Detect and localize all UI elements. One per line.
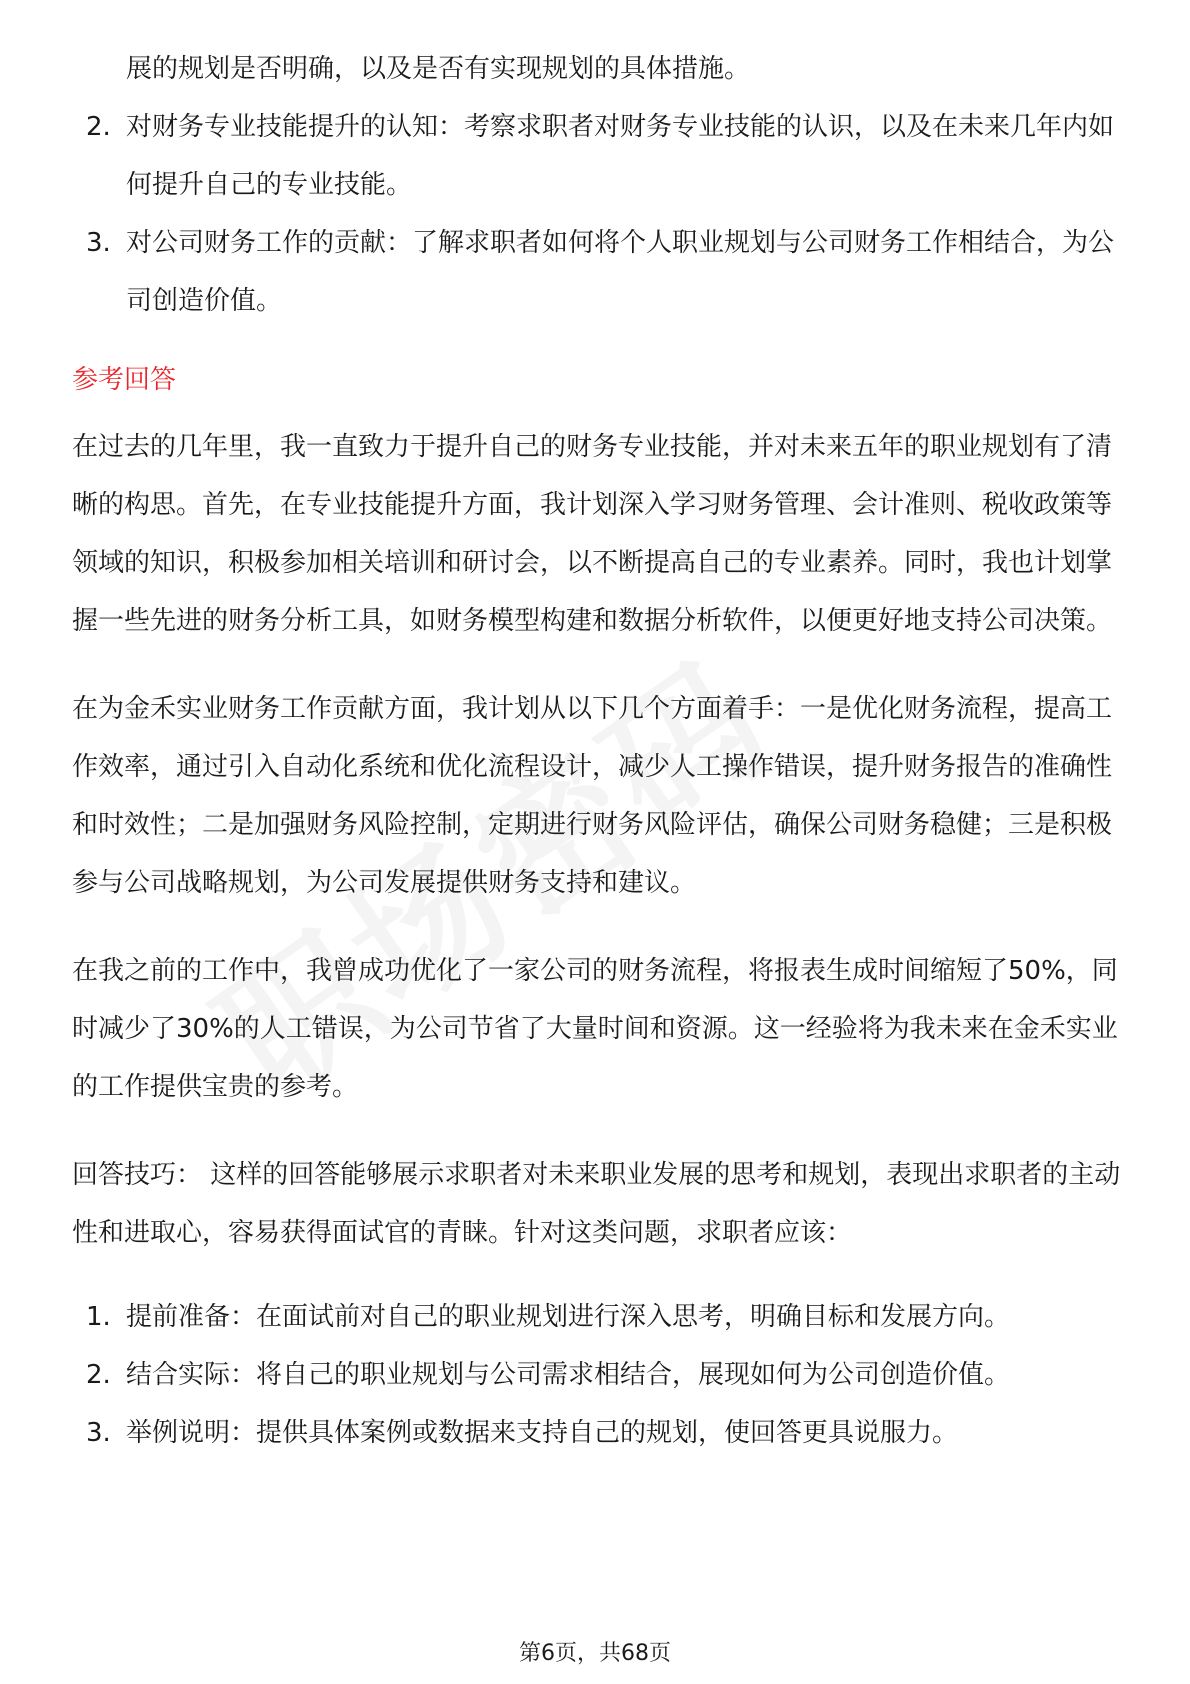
paragraph: 回答技巧： 这样的回答能够展示求职者对未来职业发展的思考和规划，表现出求职者的主动性和进取心，容易获得面试官的青睐。针对这类问题，求职者应该：	[72, 1160, 1121, 1248]
list-text: 举例说明：提供具体案例或数据来支持自己的规划，使回答更具说服力。	[126, 1418, 959, 1448]
list-item	[72, 40, 1122, 98]
section-heading: 参考回答	[72, 365, 177, 395]
list-text: 对公司财务工作的贡献：了解求职者如何将个人职业规划与公司财务工作相结合，为公司创造价值。	[126, 228, 1115, 316]
list-number: 3.	[86, 1418, 111, 1448]
page-footer: 第6页，共68页	[519, 1641, 671, 1666]
list-number	[72, 40, 126, 98]
paragraph: 在为金禾实业财务工作贡献方面，我计划从以下几个方面着手：一是优化财务流程，提高工作效率，通过引入自动化系统和优化流程设计，减少人工操作错误，提升财务报告的准确性和时效性；二是加强财务风险控制，定期进行财务风险评估，确保公司财务稳健；三是积极参与公司战略规划，为公司发展提供财务支持和建议。	[72, 694, 1113, 898]
bottom-list	[72, 1288, 1122, 1462]
top-list	[72, 40, 1122, 330]
list-text: 结合实际：将自己的职业规划与公司需求相结合，展现如何为公司创造价值。	[126, 1360, 1011, 1390]
list-item	[72, 214, 1122, 330]
list-text: 对财务专业技能提升的认知：考察求职者对财务专业技能的认识，以及在未来几年内如何提升自己的专业技能。	[126, 112, 1115, 200]
paragraph: 在我之前的工作中，我曾成功优化了一家公司的财务流程，将报表生成时间缩短了50%，同时减少了30%的人工错误，为公司节省了大量时间和资源。这一经验将为我未来在金禾实业的工作提供宝贵的参考。	[72, 956, 1118, 1102]
paragraph: 在过去的几年里，我一直致力于提升自己的财务专业技能，并对未来五年的职业规划有了清晰的构思。首先，在专业技能提升方面，我计划深入学习财务管理、会计准则、税收政策等领域的知识，积极参加相关培训和研讨会，以不断提高自己的专业素养。同时，我也计划掌握一些先进的财务分析工具，如财务模型构建和数据分析软件，以便更好地支持公司决策。	[72, 432, 1113, 636]
list-number: 1.	[86, 1302, 111, 1332]
document-page	[72, 40, 1122, 1462]
list-item	[72, 1404, 1122, 1462]
list-number: 2.	[86, 112, 111, 142]
list-item	[72, 1346, 1122, 1404]
list-text: 提前准备：在面试前对自己的职业规划进行深入思考，明确目标和发展方向。	[126, 1302, 1011, 1332]
list-item	[72, 98, 1122, 214]
list-item	[72, 1288, 1122, 1346]
list-number: 3.	[86, 228, 111, 258]
list-number: 2.	[86, 1360, 111, 1390]
list-text: 展的规划是否明确，以及是否有实现规划的具体措施。	[126, 54, 751, 84]
